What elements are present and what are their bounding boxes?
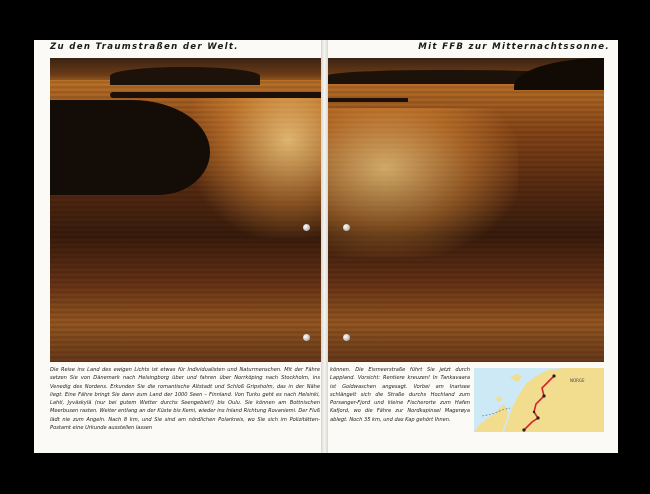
map-city-dot <box>542 394 545 397</box>
island-strip <box>328 98 408 102</box>
binding-hole <box>303 224 310 231</box>
island-strip <box>110 92 321 98</box>
right-page-header: Mit FFB zur Mitternachtssonne. <box>418 42 610 52</box>
route-map-graphic <box>474 368 604 432</box>
binding-hole <box>343 334 350 341</box>
right-sunset-photo <box>328 58 604 362</box>
map-city-dot <box>533 411 535 413</box>
map-city-dot <box>522 428 525 431</box>
left-body-text: Die Reise ins Land des ewigen Lichts ist etwas für Individualisten und Naturmenschen. Mit der Fähre setzen Sie von Dänemark nach Helsingborg über und fahren über Norrköping nach Stockholm, ins Venedig des Nordens. Erkunden Sie die romantische Altstadt und Schloß Gripsholm, das in der Nähe liegt. Eine Fähre bringt Sie dann zum Land der 1000 Seen – Finnland. Von Turku geht es nach Helsinki, Lahti, Jyväskylä (nur bei gutem Wetter durchs Seengebiet!) bis Oulu. Sie können am Bottnischen Meerbusen rasten. Weiter entlang an der Küste bis Kemi, wieder ins Inland Richtung Rovaniemi. Der Fluß lädt nie zum Angeln. Nach 8 km, und Sie sind am nördlichen Polarkreis, wo Sie sich im Polizitätten-Postamt eine Urkunde ausstellen lassen <box>50 367 320 432</box>
binding-hole <box>303 334 310 341</box>
map-city-dot <box>552 374 555 377</box>
route-map <box>474 368 604 432</box>
foreground-headland <box>50 100 210 195</box>
page-spine <box>321 40 328 453</box>
left-sunset-photo <box>50 58 321 362</box>
map-city-dot <box>536 416 539 419</box>
left-page-header: Zu den Traumstraßen der Welt. <box>50 42 239 52</box>
map-country-label: NORGE <box>570 378 585 383</box>
distant-hills <box>110 67 260 85</box>
right-body-text: können. Die Eismeerstraße führt Sie jetzt durch Lappland. Vorsicht: Rentiere kreuzen! In Tankavaara ist Goldwaschen angesagt. Vorbei am Inarisee schlängelt sich die Straße durchs Hochland zum Porsanger-Fjord und kleine Fischerorte zum Hafen Kafjord, wo die Fähre zur Nordkapinsel Magerøya ablegt. Noch 35 km, und das Kap gehört Ihnen. <box>330 367 470 423</box>
left-page <box>34 40 321 453</box>
right-page <box>328 40 618 453</box>
binding-hole <box>343 224 350 231</box>
